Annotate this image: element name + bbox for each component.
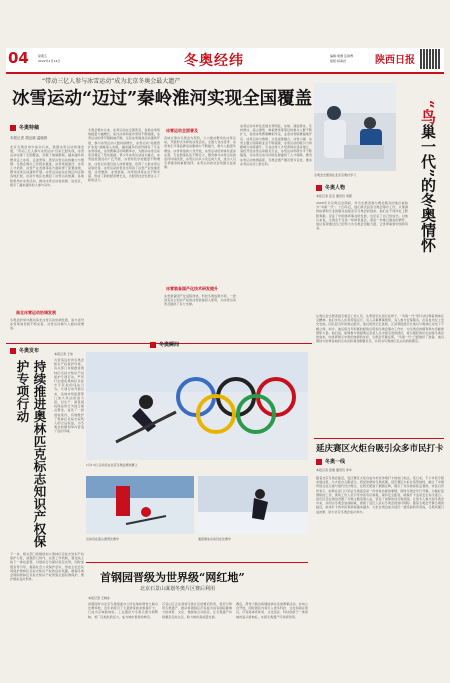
- lead-kicker: “带动三亿人参与冰雪运动”成为北京冬奥会最大遗产: [42, 78, 181, 85]
- right-section-tag: [316, 184, 345, 191]
- photo-caption-right: 冬奥会志愿者在北京冬奥村学习: [314, 173, 357, 177]
- masthead-day: 2022年1月14日: [38, 59, 61, 63]
- ip-body-wide: 下一步，相关部门将继续加大奥林匹克标志知识产权保护力度，加强部门协作，完善工作机制，强化线上线下一体化监管，对侵权行为保持高压态势，同时加强宣传引导，提高社会公众保护意识，形成全社会共同保护奥林匹克标志知识产权的良好氛围，确保冬奥会期间奥林匹克标志知识产权得到全面有效保护，维护国家良好形象。: [10, 552, 84, 582]
- right-headline-quote: “鸟: [419, 100, 437, 124]
- square-icon: [316, 459, 322, 465]
- square-icon: [316, 185, 322, 191]
- right-headline: [410, 100, 438, 310]
- masthead-editors: [330, 54, 353, 64]
- photos-section-label: 冬奥瞬间: [159, 342, 180, 348]
- bottom-body-2: 石景山区正在谋划冬奥片区的赛后利用，将充分利用冬奥遗产，推动首钢园区打造成为具有国际影响力的体育、文化、旅游综合功能区，让冬奥遗产持续惠及百姓生活，助力城市高质量发展。: [162, 602, 232, 619]
- lead-section-tag: [10, 124, 39, 131]
- page-number: 04: [8, 49, 29, 67]
- photos-section-tag: [150, 341, 179, 348]
- paper-name: 陕西日报: [375, 55, 415, 66]
- right-headline-rest: 巢一代”的冬奥情怀: [419, 123, 437, 253]
- torch-section-tag: [316, 458, 345, 465]
- torch-divider: [314, 438, 444, 439]
- ski-photo-right: [198, 476, 308, 534]
- ip-section-label: 冬奥发布: [19, 348, 40, 354]
- bottom-headline: 首钢园晋级为世界级“网红地”: [100, 571, 245, 584]
- lead-subhead-4: 冰雪装备国产化技术研发提升: [166, 286, 218, 291]
- lead-body-col1: 北京冬奥会申办成功以来，我国冰雪运动快速发展，“带动三亿人参与冰雪运动”目标已经实现，冰雪运动实现了全国覆盖，突破了地域限制，越来越多的群众走上冰场、走进雪场，感受冰雪运动的魅力与激情。冬奥会筹办工作稳步推进，冰雪场馆建设、冰雪人才培养、冰雪产业发展等各方面取得了显著成效，群众冰雪运动蓬勃开展。冰雪运动由东北地区向全国各地扩展，在南方地区也掀起了冰雪运动热潮，各地积极举办冰雪活动，推动冰雪运动进校园、进社区，吸引了越来越多的人参与其中。: [10, 145, 84, 187]
- layout-line: 组版:杨海岩: [330, 59, 347, 63]
- right-section-label: 冬奥人物: [325, 185, 346, 191]
- ski-photo-left: [86, 476, 194, 534]
- square-icon: [10, 348, 16, 354]
- photo-caption-sub-1: 运动员在高山滑雪比赛中: [86, 537, 120, 541]
- torch-byline: 本报记者 张维 通讯员 李华: [316, 468, 352, 472]
- lead-subhead-1: 冰雪运动全面普及: [166, 128, 198, 133]
- bottom-body-3: 赛后，滑雪大跳台将继续承办各类赛事活动，并向公众开放，同时园区内将引入更多科技、文化和商业项目，打造集体育休闲、文化创意、科技创新于一体的城市复兴新地标，实现冬奥遗产可持续利用。: [236, 602, 308, 619]
- lead-headline: 冰雪运动“迈过”秦岭淮河实现全国覆盖: [12, 89, 313, 109]
- ski-photo-main: [86, 352, 308, 460]
- editor-line: 编辑:梁珊 张锦博: [330, 54, 353, 58]
- square-icon: [10, 125, 16, 131]
- lead-body-col1b: 冬奥会的举办推动南北冰雪运动协调发展，南方省份冰雪场地设施不断完善，冰雪运动参与人数持续增加。: [10, 318, 84, 331]
- torch-headline: 延庆赛区火炬台吸引众多市民打卡: [316, 444, 444, 454]
- lead-subhead-3: 南北冰雪运动协调发展: [16, 310, 56, 315]
- masthead-rule: [6, 72, 444, 74]
- bottom-byline: 本报记者 王晓东: [88, 596, 110, 600]
- bottom-body-1: 首钢园作为北京冬奥组委办公所在地和滑雪大跳台比赛场地，近年来吸引了大量游客前来参观打卡，已成为京城新地标。工业遗存与冬奥元素交相辉映，老厂区焕发新活力，成为城市更新的典范。: [88, 602, 158, 619]
- lead-byline: 本报记者 胡念斌 温晓晨: [10, 136, 48, 140]
- volunteer-photo: [314, 83, 396, 171]
- bottom-subheadline: 北京石景山谋划冬奥片区赛后利用: [140, 586, 216, 592]
- torch-body: 随着北京冬奥会临近，延庆赛区火炬台成为市民争相打卡的热门地点。连日来，不少市民专程来到这里，与火炬台合影留念，感受浓厚的冬奥氛围。延庆赛区火炬台造型独特，融合了中国传统文化元素与现代设计理念，在阳光照射下熠熠生辉，吸引了众多游客驻足观赏。市民们纷纷表示，能够在家门口见证冬奥盛会是一件非常自豪的事情，期待冬奥会早日开幕。为做好疫情防控工作，现场工作人员引导市民有序参观，保持安全距离，确保打卡活动安全有序进行。延庆区还在周边设置了冬奥主题景观小品，营造了浓厚的迎冬奥氛围，让更多人参与到冬奥会中来，共同为冬奥会加油助威，展现了延庆人民对冬奥会的热切期盼。随着冬奥会开幕日期的临近，前来打卡的市民和游客越来越多，火炬台周边成为延庆一道亮丽的风景线，冬奥氛围日益浓厚，助力北京冬奥会成功举办。: [316, 476, 444, 514]
- masthead-date: [38, 54, 60, 64]
- section-title: 冬奥经纬: [184, 53, 244, 69]
- lead-body-col3: 各地以筹办冬奥会为契机，大力推动群众性冰雪运动，开展形式多样的冰雪活动，全国大众冰雪季、冰雪欢乐节等品牌活动影响力不断提升，参与人数逐年增加。冰雪场馆向公众开放，冰雪运动培训体系逐步完善，专业教练队伍不断壮大，群众参与冰雪运动的条件持续改善，冰雪运动从小众走向大众，成为人们冬季健身的重要选择，冰雪运动的社会氛围日益浓厚。: [164, 136, 236, 170]
- photo-caption-sub-2: 速度滑冰运动员在比赛中: [198, 537, 232, 541]
- ip-headline: 持续推进奥林匹克标志知识产权保护专项行动: [15, 360, 47, 548]
- ip-body: 为营造良好的冬奥会知识产权保护环境，有关部门持续推进奥林匹克标志知识产权保护专项行动，严厉打击侵犯奥林匹克标志专有权的违法行为。专项行动开展以来，各地市场监管部门加大执法检查力度，对生产、销售侵权商品的行为进行重点整治，查处了一批侵权案件，有效维护了奥林匹克标志权利人的合法权益，为冬奥会的顺利举办营造了良好环境。: [54, 358, 84, 434]
- right-byline: 本报记者 张宝 通讯员 刘霞: [316, 194, 352, 198]
- right-body-wide: 从奥运会志愿者到冬奥会工作人员，从青涩学生到行业骨干，“鸟巢一代”用行动诠释着奥林匹克精神。他们中有人负责场馆运行，有人从事赛事组织，有人参与安保服务，在各自岗位上发光发热。回忆起当年的奥运经历，他们依然记忆犹新，正是那段经历让他们与奥林匹克结下不解之缘。如今，他们将当年积累的经验运用到冬奥会筹办工作中，为冬奥会的顺利举办贡献智慧和力量。他们说，能够参与两届奥运会是人生中最宝贵的经历，将以最好的状态迎接冬奥会的到来，向世界展示中国的热情和友好。冬奥会开幕在即，“鸟巢一代”已经做好了准备，他们期待与世界各地的运动员和观众相聚北京，共同书写奥林匹克运动的新篇章。: [316, 314, 444, 344]
- lead-section-label: 冬奥特稿: [19, 125, 40, 131]
- right-body: 2008年北京奥运会期间，作为志愿者参与赛会服务的他们被称为“鸟巢一代”。十四年后，他们再次投身冬奥会筹办工作，以饱满的热情和专业的服务迎接北京冬奥会的到来。他们在不同岗位上默默奉献，见证了中国体育事业的发展，也见证了自己的成长。对他们来说，冬奥会不仅是一场体育盛会，更是一份难以割舍的情怀，他们希望通过自己的努力为冬奥会贡献力量，让世界看到中国的风采。: [316, 201, 408, 231]
- lead-body-col2: 冬奥会筹办以来，冰雪运动在全国普及，各地冰雪场地数量大幅增长。室内冰场和室外雪场不断涌现，冰雪运动的季节限制被打破，全民冰雪健身活动蓬勃开展，参与冰雪运动人数持续增长，冰雪运动“南展西扩东进”战略深入实施，越来越多的省份拥有了专业冰雪场地，冰雪赛事活动频繁举办，为推动冰雪运动普及奠定了坚实基础。青少年冰雪运动成为重点，冰雪进校园活动广泛开展，冰雪特色学校数量不断增加，冰雪运动项目进入体育课堂，培养了大批冰雪运动爱好者。冰雪运动的普及也带动了冰雪产业快速发展，冰雪旅游、冰雪装备、冰雪培训等业态不断丰富，形成了新的经济增长点，为经济社会发展注入了新的活力。: [88, 128, 160, 183]
- masthead-weekday: 星期五: [38, 54, 48, 58]
- photo-caption-main: 1月13日,运动员在北京冬奥会测试赛上: [86, 463, 138, 467]
- ip-section-tag: [10, 347, 39, 354]
- ip-byline: 本报记者 王伟: [54, 352, 73, 356]
- lead-body-col3b: 冰雪装备国产化进程加快，科技冬奥成果丰硕，一批具有自主知识产权的冰雪装备投入使用，为冰雪运动普及提供了有力支撑。: [164, 294, 236, 307]
- bottom-divider: [86, 562, 308, 563]
- torch-section-label: 冬奥一线: [325, 459, 346, 465]
- square-icon: [150, 342, 156, 348]
- qr-code-icon: [420, 49, 440, 69]
- lead-body-col4: 冰雪运动多样化发展态势明显，冰球、速度滑冰、花样滑冰、高山滑雪、单板滑雪等项目的参与人群不断扩大，各类冰雪赛事精彩纷呈，业余冰雪联赛遍地开花。冰雪运动与旅游、文化深度融合，冰雪小镇、冰雪主题公园等新业态不断涌现，冰雪运动的吸引力和影响力持续提升。专业冰雪人才培养体系逐步建立，高校开设冰雪运动相关专业，冰雪运动科研水平不断提高，为冰雪运动可持续发展提供了人才保障，群众冰雪运动热情高涨，冬奥会遗产惠及更多百姓，推动冰雪运动迈上新台阶。: [240, 124, 312, 166]
